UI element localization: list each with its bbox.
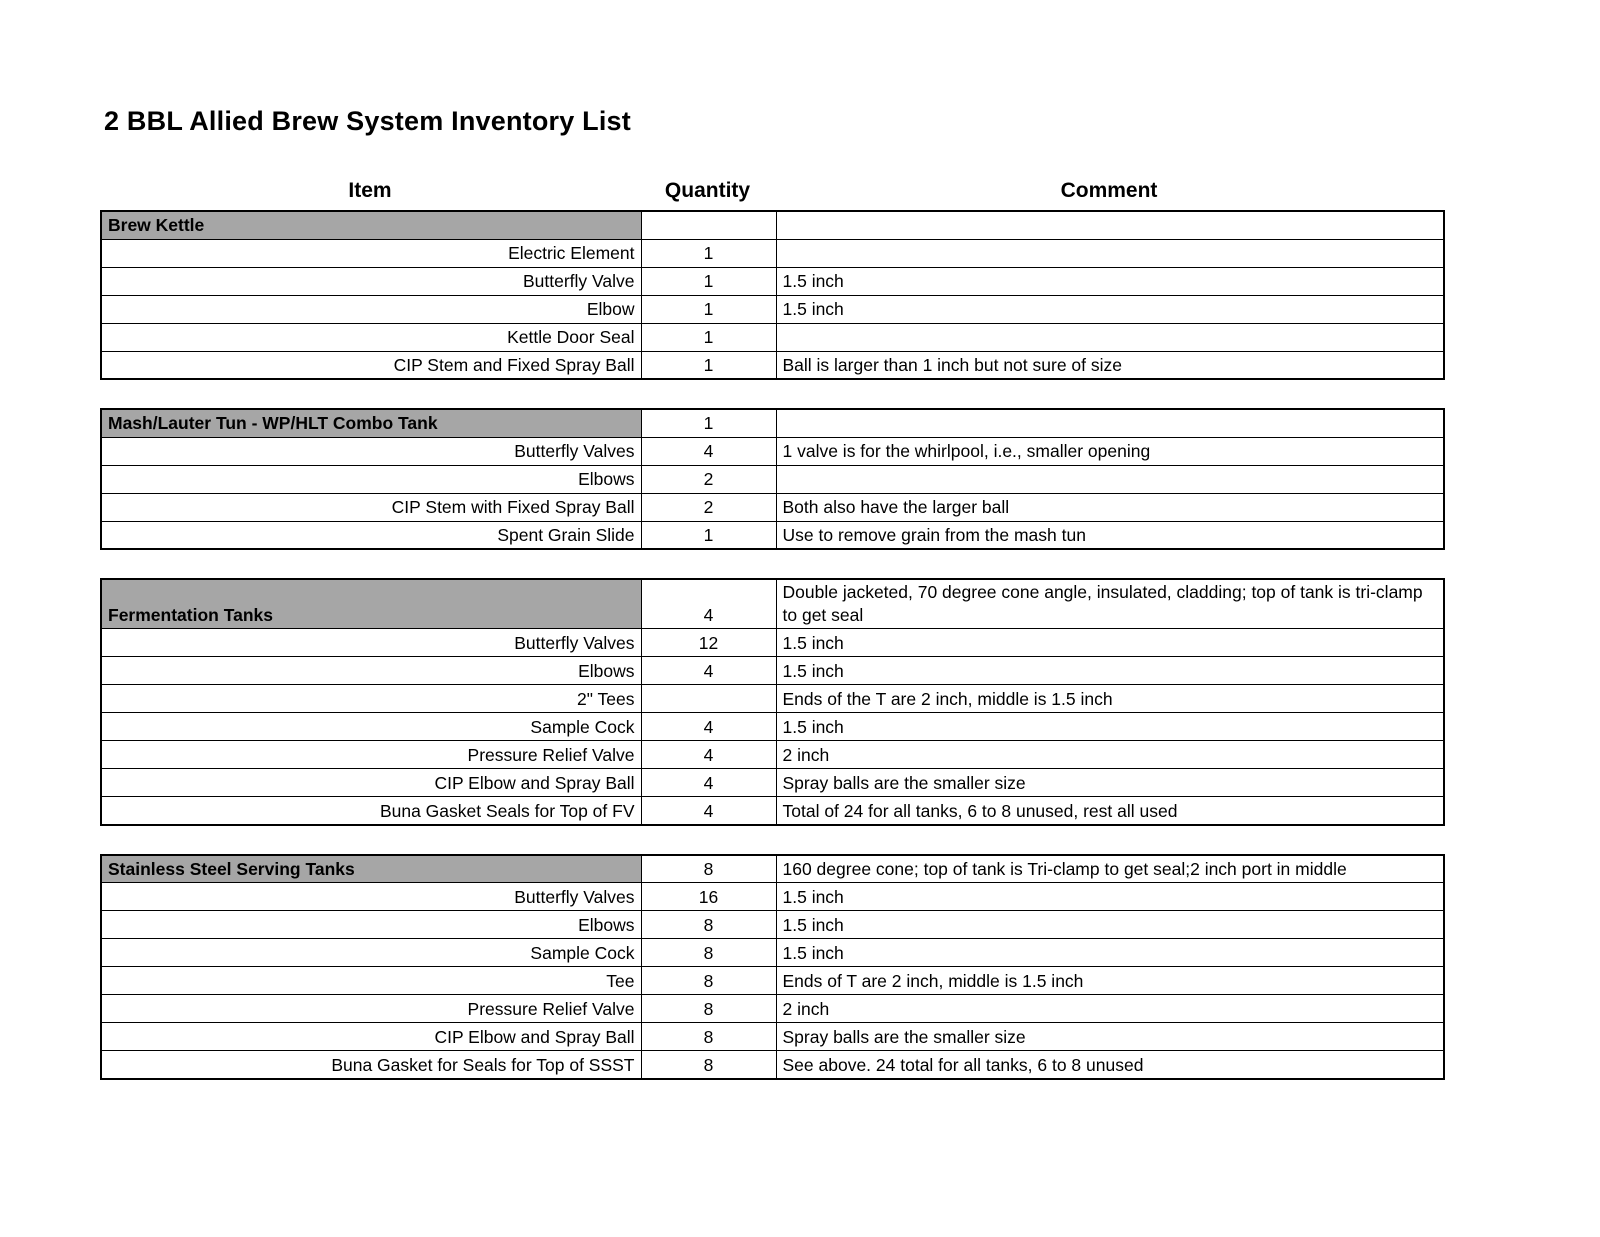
inventory-section-table xyxy=(100,578,1445,826)
comment-cell xyxy=(776,409,1444,437)
quantity-cell: 1 xyxy=(641,239,776,267)
table-row xyxy=(101,797,1444,825)
item-cell: Electric Element xyxy=(101,239,641,267)
item-cell: Elbows xyxy=(101,465,641,493)
item-cell: Butterfly Valves xyxy=(101,437,641,465)
table-row xyxy=(101,995,1444,1023)
table-row xyxy=(101,657,1444,685)
inventory-section-table xyxy=(100,408,1445,550)
comment-cell: Ends of the T are 2 inch, middle is 1.5 inch xyxy=(776,685,1444,713)
quantity-cell: 8 xyxy=(641,967,776,995)
table-row xyxy=(101,769,1444,797)
section-header-row xyxy=(101,579,1444,629)
quantity-cell xyxy=(641,211,776,239)
comment-cell: 1.5 inch xyxy=(776,629,1444,657)
comment-cell: Both also have the larger ball xyxy=(776,493,1444,521)
section-title-cell: Stainless Steel Serving Tanks xyxy=(101,855,641,883)
comment-cell: 160 degree cone; top of tank is Tri-clamp to get seal;2 inch port in middle xyxy=(776,855,1444,883)
item-cell: Butterfly Valves xyxy=(101,883,641,911)
inventory-section-table xyxy=(100,210,1445,380)
item-cell: Pressure Relief Valve xyxy=(101,995,641,1023)
quantity-cell: 4 xyxy=(641,713,776,741)
quantity-cell: 1 xyxy=(641,409,776,437)
quantity-cell: 1 xyxy=(641,521,776,549)
item-cell: Elbows xyxy=(101,911,641,939)
comment-cell: Ball is larger than 1 inch but not sure of size xyxy=(776,351,1444,379)
quantity-cell: 1 xyxy=(641,295,776,323)
item-cell: CIP Stem with Fixed Spray Ball xyxy=(101,493,641,521)
item-cell: Buna Gasket Seals for Top of FV xyxy=(101,797,641,825)
table-row xyxy=(101,629,1444,657)
table-row xyxy=(101,239,1444,267)
section-title-cell: Fermentation Tanks xyxy=(101,579,641,629)
comment-cell: 2 inch xyxy=(776,995,1444,1023)
table-row xyxy=(101,685,1444,713)
item-cell: Butterfly Valves xyxy=(101,629,641,657)
table-row xyxy=(101,741,1444,769)
quantity-cell: 8 xyxy=(641,939,776,967)
quantity-cell: 16 xyxy=(641,883,776,911)
quantity-cell: 2 xyxy=(641,465,776,493)
comment-cell xyxy=(776,323,1444,351)
comment-cell: Spray balls are the smaller size xyxy=(776,769,1444,797)
section-header-row xyxy=(101,409,1444,437)
comment-cell: 2 inch xyxy=(776,741,1444,769)
page-title: 2 BBL Allied Brew System Inventory List xyxy=(104,106,631,136)
comment-cell: Total of 24 for all tanks, 6 to 8 unused, rest all used xyxy=(776,797,1444,825)
table-row xyxy=(101,1051,1444,1079)
quantity-cell: 8 xyxy=(641,995,776,1023)
comment-cell: 1.5 inch xyxy=(776,939,1444,967)
item-cell: Butterfly Valve xyxy=(101,267,641,295)
comment-cell: See above. 24 total for all tanks, 6 to 8 unused xyxy=(776,1051,1444,1079)
comment-cell: 1.5 inch xyxy=(776,267,1444,295)
column-headers xyxy=(100,179,1443,203)
table-row xyxy=(101,351,1444,379)
item-cell: Elbows xyxy=(101,657,641,685)
quantity-cell: 4 xyxy=(641,797,776,825)
table-row xyxy=(101,323,1444,351)
quantity-cell: 4 xyxy=(641,657,776,685)
quantity-cell: 1 xyxy=(641,267,776,295)
item-cell: Elbow xyxy=(101,295,641,323)
table-row xyxy=(101,967,1444,995)
item-cell: Buna Gasket for Seals for Top of SSST xyxy=(101,1051,641,1079)
quantity-cell: 4 xyxy=(641,769,776,797)
table-row xyxy=(101,883,1444,911)
item-cell: CIP Elbow and Spray Ball xyxy=(101,769,641,797)
comment-cell: 1 valve is for the whirlpool, i.e., smaller opening xyxy=(776,437,1444,465)
item-cell: Sample Cock xyxy=(101,713,641,741)
item-cell: Sample Cock xyxy=(101,939,641,967)
table-row xyxy=(101,267,1444,295)
comment-cell: Spray balls are the smaller size xyxy=(776,1023,1444,1051)
comment-cell xyxy=(776,239,1444,267)
inventory-section-table xyxy=(100,854,1445,1080)
section-header-row xyxy=(101,855,1444,883)
comment-cell: 1.5 inch xyxy=(776,911,1444,939)
item-cell: CIP Stem and Fixed Spray Ball xyxy=(101,351,641,379)
comment-cell xyxy=(776,465,1444,493)
quantity-cell xyxy=(641,685,776,713)
quantity-cell: 2 xyxy=(641,493,776,521)
quantity-cell: 1 xyxy=(641,323,776,351)
quantity-cell: 4 xyxy=(641,437,776,465)
quantity-cell: 1 xyxy=(641,351,776,379)
column-header-comment: Comment xyxy=(1060,179,1158,202)
column-header-item: Item xyxy=(348,179,392,202)
table-row xyxy=(101,1023,1444,1051)
section-header-row xyxy=(101,211,1444,239)
table-row xyxy=(101,437,1444,465)
section-title-cell: Mash/Lauter Tun - WP/HLT Combo Tank xyxy=(101,409,641,437)
quantity-cell: 4 xyxy=(641,579,776,629)
quantity-cell: 12 xyxy=(641,629,776,657)
table-row xyxy=(101,521,1444,549)
table-row xyxy=(101,713,1444,741)
comment-cell: 1.5 inch xyxy=(776,295,1444,323)
item-cell: Spent Grain Slide xyxy=(101,521,641,549)
quantity-cell: 8 xyxy=(641,1051,776,1079)
comment-cell: 1.5 inch xyxy=(776,883,1444,911)
inventory-sections xyxy=(100,210,1600,1080)
table-row xyxy=(101,465,1444,493)
quantity-cell: 8 xyxy=(641,855,776,883)
item-cell: Pressure Relief Valve xyxy=(101,741,641,769)
table-row xyxy=(101,295,1444,323)
quantity-cell: 8 xyxy=(641,1023,776,1051)
item-cell: 2" Tees xyxy=(101,685,641,713)
quantity-cell: 8 xyxy=(641,911,776,939)
item-cell: Tee xyxy=(101,967,641,995)
item-cell: Kettle Door Seal xyxy=(101,323,641,351)
comment-cell: Use to remove grain from the mash tun xyxy=(776,521,1444,549)
section-title-cell: Brew Kettle xyxy=(101,211,641,239)
comment-cell xyxy=(776,211,1444,239)
comment-cell: 1.5 inch xyxy=(776,713,1444,741)
column-header-quantity: Quantity xyxy=(664,179,751,202)
comment-cell: Ends of T are 2 inch, middle is 1.5 inch xyxy=(776,967,1444,995)
table-row xyxy=(101,493,1444,521)
comment-cell: Double jacketed, 70 degree cone angle, insulated, cladding; top of tank is tri-clamp to get seal xyxy=(776,579,1444,629)
table-row xyxy=(101,939,1444,967)
item-cell: CIP Elbow and Spray Ball xyxy=(101,1023,641,1051)
comment-cell: 1.5 inch xyxy=(776,657,1444,685)
quantity-cell: 4 xyxy=(641,741,776,769)
table-row xyxy=(101,911,1444,939)
